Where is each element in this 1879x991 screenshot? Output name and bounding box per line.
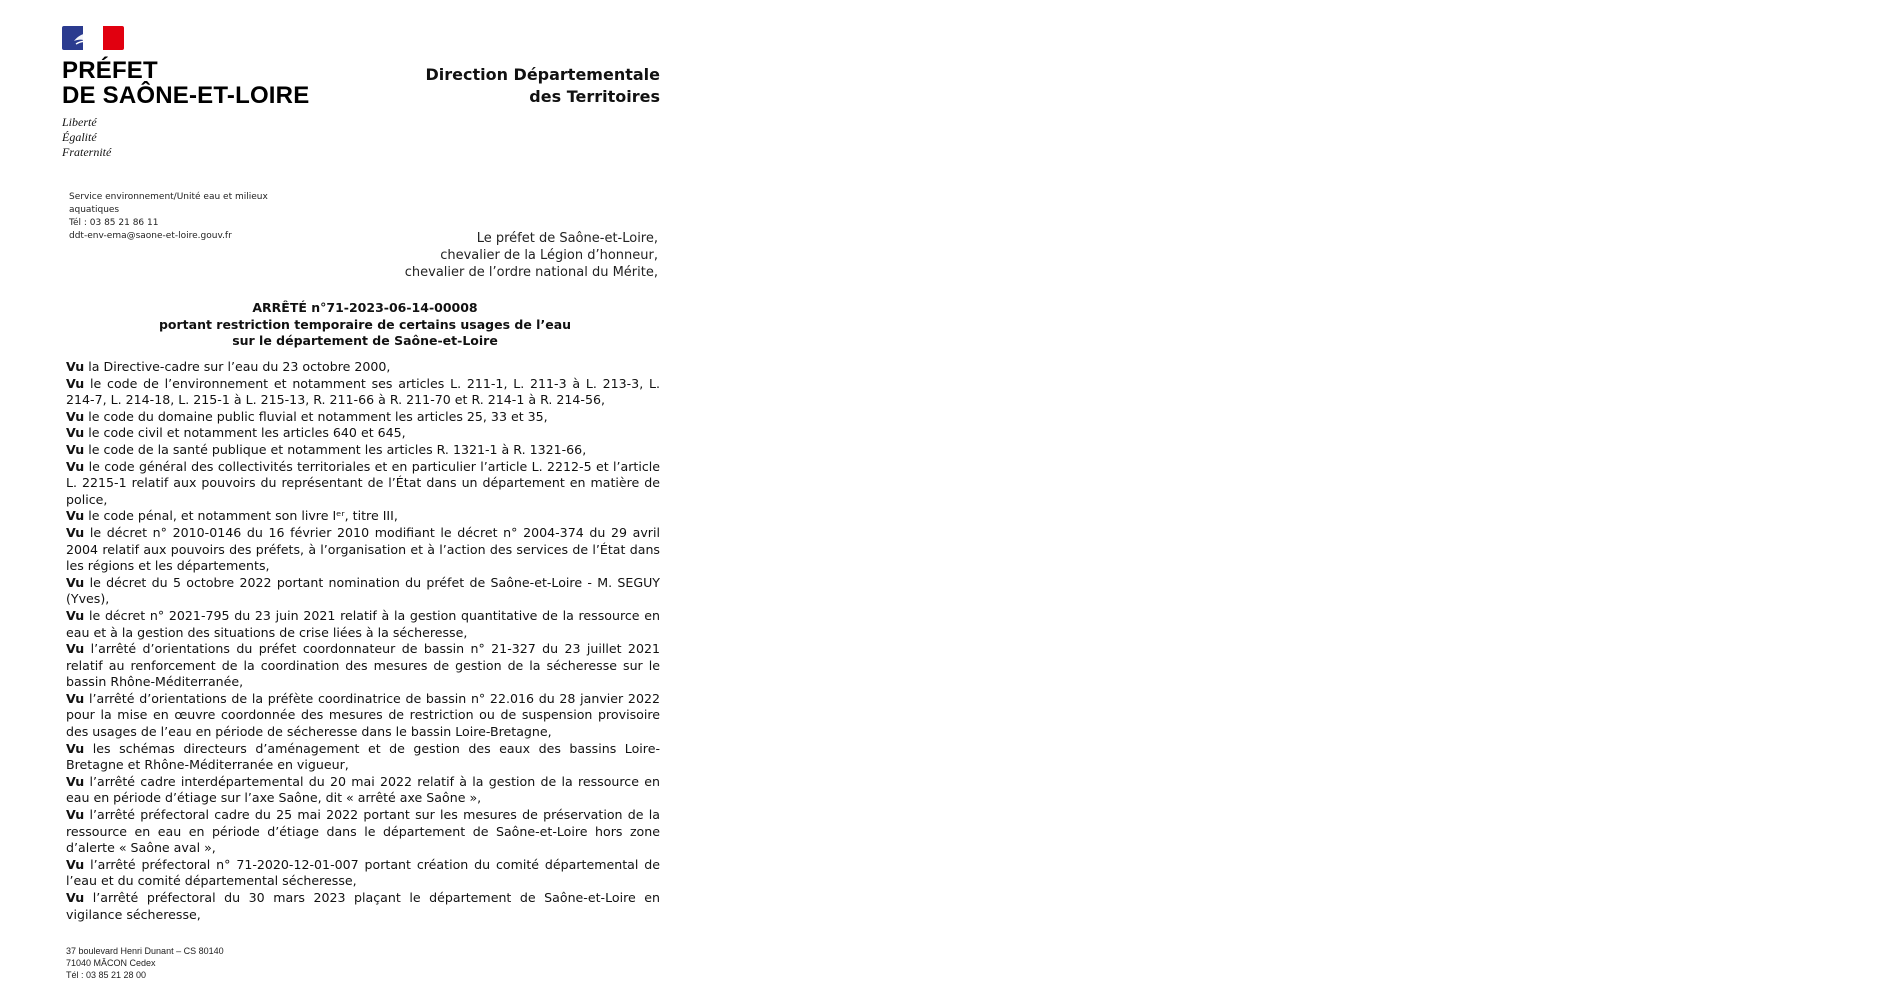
visa-item: [66, 525, 660, 575]
direction-line: Direction Départementale: [425, 65, 660, 84]
visa-label: Vu: [66, 408, 85, 424]
arrete-title: ARRÊTÉ n°71-2023-06-14-00008: [252, 300, 478, 315]
prefecture-name: [62, 57, 310, 109]
visa-label: Vu: [66, 856, 85, 872]
prefecture-logo: [62, 26, 310, 160]
visa-item: [66, 442, 660, 459]
visa-item: [66, 409, 660, 426]
visa-label: Vu: [66, 458, 85, 474]
service-phone: Tél : 03 85 21 86 11: [69, 218, 159, 228]
visa-label: Vu: [66, 359, 85, 374]
prefecture-name-line: DE SAÔNE-ET-LOIRE: [62, 82, 310, 109]
prefect-title-line: chevalier de la Légion d’honneur,: [440, 248, 658, 263]
visa-text: l’arrêté d’orientations de la préfète coordinatrice de bassin n° 22.016 du 28 janvier 2022 pour la mise en œuvre coordonnée des mesures de restriction ou de suspension provisoire des usages de l’eau en période de sécheresse dans le bassin Loire-Bretagne,: [66, 690, 660, 740]
direction-line: des Territoires: [529, 87, 660, 106]
visas-list: [66, 359, 660, 923]
visa-item: [66, 608, 660, 641]
visa-text: le code général des collectivités territoriales et en particulier l’article L. 2212-5 et l’article L. 2215-1 relatif aux pouvoirs du représentant de l’État dans un département en matière de police,: [66, 458, 660, 507]
service-name-line: aquatiques: [69, 205, 120, 215]
arrete-heading: [130, 300, 600, 350]
visa-text: le décret n° 2021-795 du 23 juin 2021 relatif à la gestion quantitative de la ressource en eau et à la gestion des situations de crise liées à la sécheresse,: [66, 607, 660, 640]
visa-text: le code civil et notamment les articles 640 et 645,: [88, 425, 406, 441]
visa-item: [66, 508, 660, 525]
service-name-line: Service environnement/Unité eau et milieux: [69, 192, 268, 202]
visa-label: Vu: [66, 375, 85, 391]
visa-label: Vu: [66, 607, 85, 623]
visa-item: [66, 459, 660, 509]
visa-label: Vu: [66, 425, 85, 441]
marianne-profile-icon: [68, 29, 108, 47]
arrete-subtitle: sur le département de Saône-et-Loire: [232, 333, 498, 348]
visa-label: Vu: [66, 574, 85, 590]
visa-label: Vu: [66, 441, 85, 457]
footer-address-line: 71040 MÂCON Cedex: [66, 958, 156, 968]
visa-item: [66, 425, 660, 442]
visa-text: l’arrêté d’orientations du préfet coordonnateur de bassin n° 21-327 du 23 juillet 2021 relatif au renforcement de la coordination des mesures de gestion de la sécheresse sur le bassin Rhône-Méditerranée,: [66, 641, 660, 690]
prefect-titles: [360, 230, 658, 281]
visa-text: le décret n° 2010-0146 du 16 février 2010 modifiant le décret n° 2004-374 du 29 avril 2004 relatif aux pouvoirs des préfets, à l’organisation et à l’action des services de l’État dans les régions et les départements,: [66, 524, 660, 574]
visa-item: [66, 857, 660, 890]
footer-address: [66, 945, 326, 981]
visa-item: [66, 774, 660, 807]
prefect-title-line: chevalier de l’ordre national du Mérite,: [404, 265, 658, 280]
visa-text: le code pénal, et notamment son livre Iᵉʳ, titre III,: [88, 508, 398, 524]
visa-label: Vu: [66, 524, 85, 540]
visa-item: [66, 807, 660, 857]
direction-title: [420, 64, 660, 108]
visa-item: [66, 641, 660, 691]
visa-item: [66, 691, 660, 741]
visa-text: le code du domaine public fluvial et notamment les articles 25, 33 et 35,: [88, 408, 548, 424]
visa-text: les schémas directeurs d’aménagement et de gestion des eaux des bassins Loire-Bretagne et Rhône-Méditerranée en vigueur,: [66, 740, 660, 773]
visa-label: Vu: [66, 508, 85, 524]
prefecture-name-line: PRÉFET: [62, 57, 158, 84]
republic-motto: [62, 115, 302, 160]
visa-label: Vu: [66, 807, 85, 823]
motto-line: Liberté: [62, 115, 97, 129]
prefect-title-line: Le préfet de Saône-et-Loire,: [476, 231, 658, 246]
french-flag-icon: [62, 26, 124, 50]
visa-item: [66, 741, 660, 774]
visa-text: l’arrêté préfectoral du 30 mars 2023 plaçant le département de Saône-et-Loire en vigilance sécheresse,: [66, 890, 660, 922]
service-contact: [69, 191, 309, 243]
visa-label: Vu: [66, 773, 85, 789]
arrete-subtitle: portant restriction temporaire de certains usages de l’eau: [158, 316, 572, 332]
visa-item: [66, 575, 660, 608]
visa-text: le code de l’environnement et notamment ses articles L. 211-1, L. 211-3 à L. 213-3, L. 214-7, L. 214-18, L. 215-1 à L. 215-13, R. 211-66 à R. 211-70 et R. 214-1 à R. 214-56,: [66, 375, 660, 408]
footer-address-line: 37 boulevard Henri Dunant – CS 80140: [66, 946, 224, 956]
service-email: ddt-env-ema@saone-et-loire.gouv.fr: [69, 231, 232, 241]
motto-line: Fraternité: [62, 145, 112, 159]
visa-item: [66, 376, 660, 409]
visa-item: [66, 359, 660, 376]
visa-text: le code de la santé publique et notamment les articles R. 1321-1 à R. 1321-66,: [88, 441, 587, 457]
visa-text: l’arrêté cadre interdépartemental du 20 mai 2022 relatif à la gestion de la ressource en eau en période d’étiage sur l’axe Saône, dit « arrêté axe Saône »,: [66, 773, 660, 806]
visa-text: le décret du 5 octobre 2022 portant nomination du préfet de Saône-et-Loire - M. SEGUY (Yves),: [66, 574, 661, 607]
visa-text: l’arrêté préfectoral n° 71-2020-12-01-007 portant création du comité départemental de l’eau et du comité départemental sécheresse,: [66, 856, 660, 889]
footer-phone: Tél : 03 85 21 28 00: [66, 970, 147, 980]
visa-label: Vu: [66, 641, 85, 657]
visa-label: Vu: [66, 740, 85, 756]
visa-label: Vu: [66, 890, 85, 905]
visa-label: Vu: [66, 690, 85, 706]
visa-item: [66, 890, 660, 923]
motto-line: Égalité: [62, 130, 97, 144]
visa-text: l’arrêté préfectoral cadre du 25 mai 2022 portant sur les mesures de préservation de la ressource en eau en période d’étiage dans le département de Saône-et-Loire hors zone d’alerte « Saône aval »,: [66, 807, 660, 856]
visa-text: la Directive-cadre sur l’eau du 23 octobre 2000,: [88, 359, 391, 374]
